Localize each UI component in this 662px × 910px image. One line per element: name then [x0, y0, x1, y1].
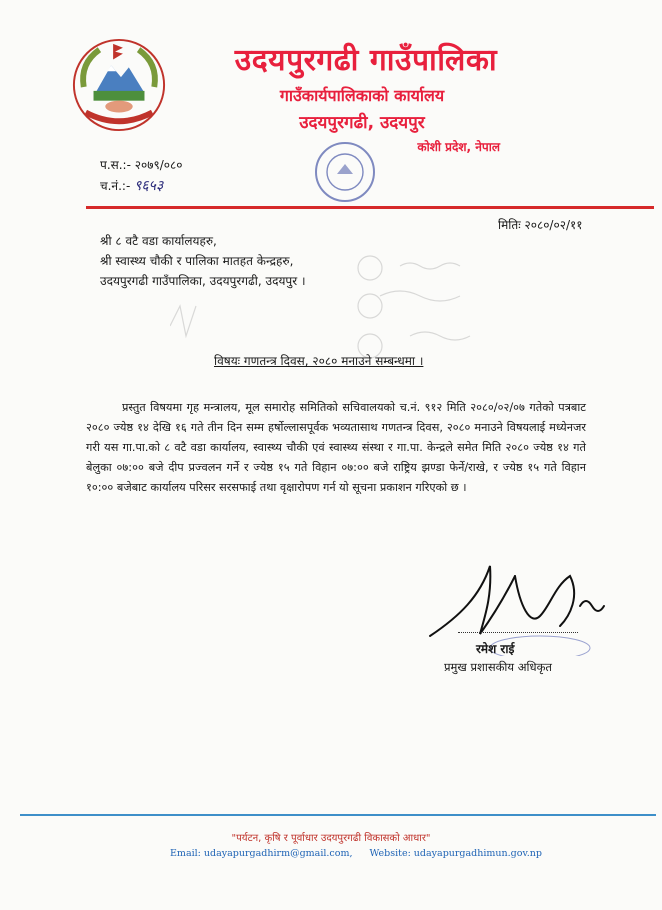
- office-location: उदयपुरगढी, उदयपुर: [299, 113, 425, 133]
- footer-divider: [20, 814, 656, 816]
- municipality-name: उदयपुरगढी गाउँपालिका: [234, 43, 498, 78]
- bleed-through-marks: [170, 206, 550, 406]
- footer-email[interactable]: Email: udayapurgadhirm@gmail.com,: [170, 848, 353, 859]
- signatory-title: प्रमुख प्रशासकीय अधिकृत: [444, 660, 552, 674]
- letter-subject: विषयः गणतन्त्र दिवस, २०८० मनाउने सम्बन्धमा ।: [214, 354, 424, 368]
- chalani-label: च.नं.:-: [100, 179, 131, 193]
- office-stamp: [313, 140, 377, 204]
- footer-website[interactable]: Website: udayapurgadhimun.gov.np: [369, 848, 542, 859]
- letter-date: मितिः २०८०/०२/११: [498, 218, 583, 232]
- province-name: कोशी प्रदेश, नेपाल: [417, 140, 500, 154]
- footer-contacts: [170, 848, 556, 859]
- chalani-number: [100, 176, 163, 195]
- recipient-line: उदयपुरगढी गाउँपालिका, उदयपुरगढी, उदयपुर ।: [100, 274, 306, 288]
- letter-body: [86, 398, 586, 498]
- footer-slogan: "पर्यटन, कृषि र पूर्वाधार उदयपुरगढी विकासको आधार": [231, 833, 431, 844]
- recipient-line: श्री ८ वटै वडा कार्यालयहरु,: [100, 234, 217, 248]
- handwritten-signature: [420, 556, 620, 656]
- nepal-emblem-logo: [70, 36, 168, 134]
- chalani-value: ९६५३: [134, 178, 164, 194]
- office-name: गाउँकार्यपालिकाको कार्यालय: [279, 86, 445, 105]
- body-text: प्रस्तुत विषयमा गृह मन्त्रालय, मूल समारोह समितिको सचिवालयको च.नं. ९१२ मिति २०८०/०२/०७ गतेको पत्रबाट २०८० ज्येष्ठ १४ देखि १६ गते तीन दिन सम्म हर्षोल्लासपूर्वक भव्यतासाथ गणतन्त्र दिवस, २०८० मनाउने विषयलाई मध्येनजर गरी यस गा.पा.को ८ वटै वडा कार्यालय, स्वास्थ्य चौकी एवं स्वास्थ्य संस्था र गा.पा. केन्द्रले समेत मिति २०८० ज्येष्ठ १४ गते बेलुका ०७:०० बजे दीप प्रज्वलन गर्ने र ज्येष्ठ १५ गते विहान ०७:०० बजे राष्ट्रिय झण्डा फेर्ने/राखे, र ज्येष्ठ १५ गते विहान १०:०० बजेबाट कार्यालय परिसर सरसफाई तथा वृक्षारोपण गर्न यो सूचना प्रकाशन गरिएको छ ।: [86, 401, 586, 494]
- signatory-name: रमेश राई: [476, 642, 515, 656]
- recipient-line: श्री स्वास्थ्य चौकी र पालिका मातहत केन्द्रहरु,: [100, 254, 294, 268]
- signature-line: [458, 632, 578, 633]
- patra-sankhya: प.स.:- २०७९/०८०: [100, 158, 183, 172]
